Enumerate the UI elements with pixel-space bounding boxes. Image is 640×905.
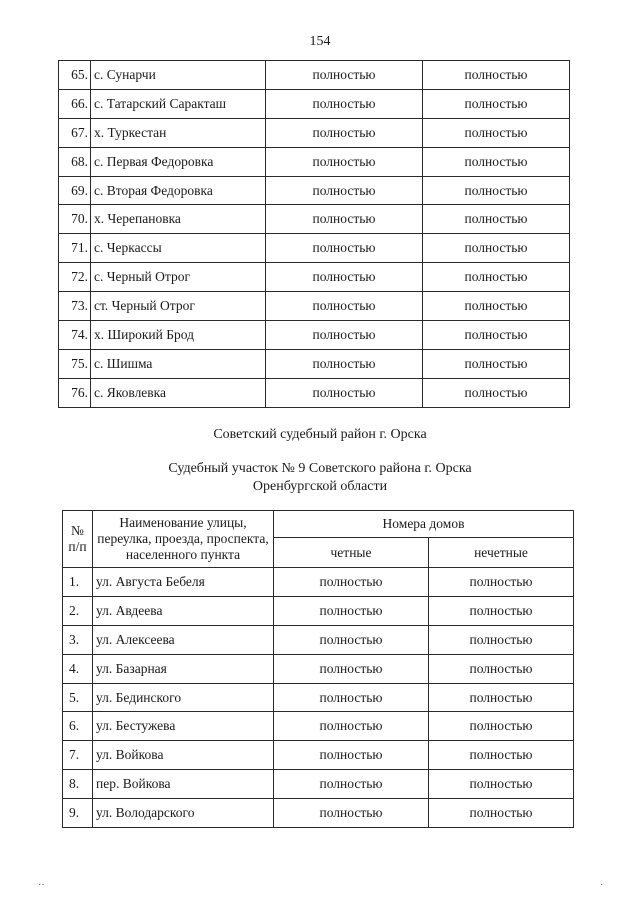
row-name: пер. Войкова: [93, 770, 274, 799]
row-number: 8.: [63, 770, 93, 799]
table-row: [63, 654, 574, 683]
row-odd: полностью: [423, 176, 570, 205]
row-even: полностью: [266, 118, 423, 147]
streets-table: [62, 510, 574, 828]
row-odd: полностью: [429, 683, 574, 712]
table-row: [63, 799, 574, 828]
table-row: [59, 118, 570, 147]
row-even: полностью: [266, 321, 423, 350]
row-odd: полностью: [423, 321, 570, 350]
header-even-text: четные: [330, 544, 372, 560]
table-row: [63, 770, 574, 799]
row-even: полностью: [274, 741, 429, 770]
row-name: с. Сунарчи: [91, 61, 266, 90]
section-heading-line2: Оренбургской области: [252, 479, 388, 494]
row-number: 6.: [63, 712, 93, 741]
row-even: полностью: [266, 378, 423, 407]
row-odd: полностью: [429, 741, 574, 770]
header-houses-text: Номера домов: [382, 516, 465, 531]
row-number: 75.: [59, 349, 91, 378]
table-row: [59, 176, 570, 205]
row-odd: полностью: [423, 378, 570, 407]
row-name: ст. Черный Отрог: [91, 292, 266, 321]
row-number: 1.: [63, 568, 93, 597]
row-name: ул. Володарского: [93, 799, 274, 828]
row-odd: полностью: [423, 234, 570, 263]
scan-mark: ·: [600, 880, 604, 891]
row-name: х. Туркестан: [91, 118, 266, 147]
header-row: [63, 511, 574, 538]
page-number: 154: [309, 34, 331, 49]
header-houses: [274, 511, 574, 538]
row-name: с. Черный Отрог: [91, 263, 266, 292]
table-row: [63, 625, 574, 654]
row-number: 2.: [63, 596, 93, 625]
table-row: [59, 378, 570, 407]
row-number: 7.: [63, 741, 93, 770]
table-row: [63, 741, 574, 770]
row-even: полностью: [266, 234, 423, 263]
row-name: ул. Базарная: [93, 654, 274, 683]
table-row: [59, 234, 570, 263]
row-name: ул. Бединского: [93, 683, 274, 712]
row-even: полностью: [274, 625, 429, 654]
row-name: с. Первая Федоровка: [91, 147, 266, 176]
row-name: х. Черепановка: [91, 205, 266, 234]
row-number: 67.: [59, 118, 91, 147]
row-even: полностью: [274, 596, 429, 625]
row-name: с. Шишма: [91, 349, 266, 378]
row-odd: полностью: [423, 118, 570, 147]
row-number: 4.: [63, 654, 93, 683]
section-heading-line1: Судебный участок № 9 Советского района г. Орска: [168, 461, 472, 476]
row-odd: полностью: [429, 712, 574, 741]
row-name: ул. Войкова: [93, 741, 274, 770]
row-odd: полностью: [423, 89, 570, 118]
row-odd: полностью: [429, 654, 574, 683]
row-even: полностью: [266, 61, 423, 90]
table-row: [63, 568, 574, 597]
header-num: [63, 511, 93, 568]
table-row: [63, 596, 574, 625]
row-number: 5.: [63, 683, 93, 712]
row-odd: полностью: [423, 61, 570, 90]
row-name: ул. Августа Бебеля: [93, 568, 274, 597]
row-number: 66.: [59, 89, 91, 118]
table-row: [59, 89, 570, 118]
header-odd-text: нечетные: [474, 544, 528, 560]
row-name: ул. Алексеева: [93, 625, 274, 654]
table-row: [63, 712, 574, 741]
row-even: полностью: [266, 89, 423, 118]
row-name: с. Черкассы: [91, 234, 266, 263]
row-even: полностью: [266, 349, 423, 378]
district-heading: Советский судебный район г. Орска: [213, 427, 427, 442]
row-even: полностью: [266, 263, 423, 292]
header-name-text: Наименование улицы, переулка, проезда, проспекта, населенного пункта: [97, 515, 269, 562]
settlements-table: [58, 60, 570, 408]
row-name: ул. Авдеева: [93, 596, 274, 625]
row-number: 72.: [59, 263, 91, 292]
row-even: полностью: [274, 799, 429, 828]
row-odd: полностью: [423, 205, 570, 234]
header-odd: [429, 538, 574, 568]
header-name: [93, 511, 274, 568]
row-odd: полностью: [429, 596, 574, 625]
row-odd: полностью: [429, 770, 574, 799]
row-odd: полностью: [423, 349, 570, 378]
row-even: полностью: [266, 176, 423, 205]
settlements-table-body: [59, 61, 570, 408]
table-row: [59, 292, 570, 321]
row-number: 74.: [59, 321, 91, 350]
table-row: [59, 147, 570, 176]
header-even: [274, 538, 429, 568]
scan-mark: ··: [38, 880, 45, 891]
table-row: [59, 263, 570, 292]
row-even: полностью: [274, 683, 429, 712]
row-even: полностью: [266, 292, 423, 321]
row-even: полностью: [274, 654, 429, 683]
row-name: х. Широкий Брод: [91, 321, 266, 350]
row-number: 3.: [63, 625, 93, 654]
row-name: с. Вторая Федоровка: [91, 176, 266, 205]
table-row: [59, 349, 570, 378]
row-number: 70.: [59, 205, 91, 234]
table-row: [59, 321, 570, 350]
row-number: 73.: [59, 292, 91, 321]
row-even: полностью: [274, 712, 429, 741]
table-row: [59, 61, 570, 90]
row-number: 76.: [59, 378, 91, 407]
header-num-text: № п/п: [68, 523, 87, 554]
streets-table-header: [63, 511, 574, 568]
row-even: полностью: [266, 205, 423, 234]
row-number: 69.: [59, 176, 91, 205]
row-odd: полностью: [429, 799, 574, 828]
row-odd: полностью: [423, 147, 570, 176]
table-row: [63, 683, 574, 712]
row-even: полностью: [274, 568, 429, 597]
row-odd: полностью: [423, 263, 570, 292]
row-even: полностью: [266, 147, 423, 176]
row-name: с. Татарский Саракташ: [91, 89, 266, 118]
row-odd: полностью: [423, 292, 570, 321]
row-odd: полностью: [429, 568, 574, 597]
row-name: ул. Бестужева: [93, 712, 274, 741]
row-number: 71.: [59, 234, 91, 263]
table-row: [59, 205, 570, 234]
streets-table-body: [63, 568, 574, 828]
row-number: 9.: [63, 799, 93, 828]
row-odd: полностью: [429, 625, 574, 654]
row-number: 65.: [59, 61, 91, 90]
row-name: с. Яковлевка: [91, 378, 266, 407]
row-number: 68.: [59, 147, 91, 176]
row-even: полностью: [274, 770, 429, 799]
